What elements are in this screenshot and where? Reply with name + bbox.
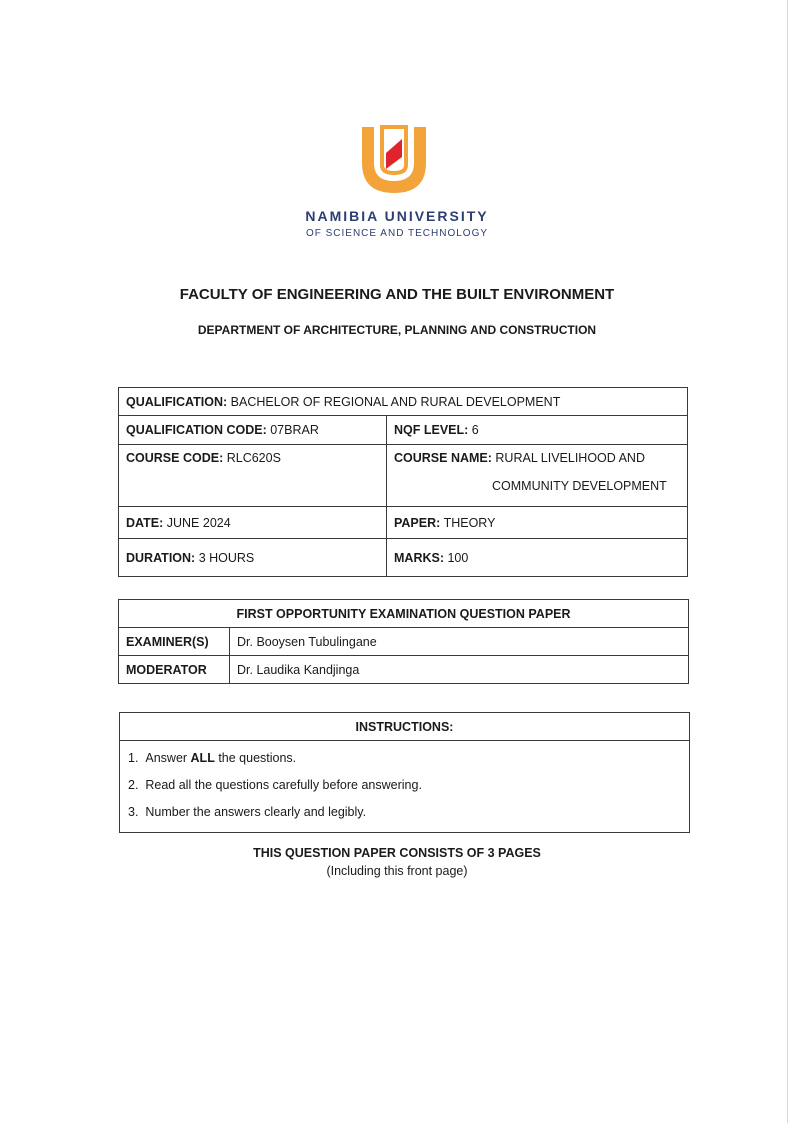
course-name-line2: COMMUNITY DEVELOPMENT xyxy=(492,479,667,493)
course-code-value: RLC620S xyxy=(226,451,281,465)
qualification-code-cell xyxy=(119,416,387,445)
nqf-level-cell xyxy=(387,416,688,445)
marks-label: MARKS: xyxy=(394,550,444,565)
examiner-table xyxy=(118,599,689,684)
university-name: NAMIBIA UNIVERSITY xyxy=(305,208,489,224)
qualification-code-value: 07BRAR xyxy=(270,423,319,437)
marks-value: 100 xyxy=(447,550,469,565)
table-row xyxy=(119,628,689,656)
table-row xyxy=(119,388,688,416)
faculty-heading: FACULTY OF ENGINEERING AND THE BUILT ENVIRONMENT xyxy=(179,286,615,303)
instructions-table xyxy=(119,712,690,833)
table-row xyxy=(119,445,688,507)
qualification-code-label: QUALIFICATION CODE: xyxy=(126,423,267,437)
date-value: JUNE 2024 xyxy=(166,515,231,530)
course-name-cell xyxy=(387,445,688,507)
moderator-label: MODERATOR xyxy=(119,656,230,684)
date-cell xyxy=(119,507,387,539)
marks-cell xyxy=(387,539,688,577)
date-label: DATE: xyxy=(126,515,164,530)
instructions-heading: INSTRUCTIONS: xyxy=(120,713,690,741)
qualification-label: QUALIFICATION: xyxy=(126,394,228,409)
examiner-value: Dr. Booysen Tubulingane xyxy=(230,628,689,656)
nqf-level-value: 6 xyxy=(471,423,479,437)
exam-paper-heading: FIRST OPPORTUNITY EXAMINATION QUESTION PAPER xyxy=(119,600,689,628)
department-heading: DEPARTMENT OF ARCHITECTURE, PLANNING AND CONSTRUCTION xyxy=(197,323,597,337)
list-item: 1. Answer ALL the questions. xyxy=(128,751,297,765)
course-name-line1: RURAL LIVELIHOOD AND xyxy=(495,451,645,465)
duration-value: 3 HOURS xyxy=(198,550,255,565)
instruction-1-prefix: Answer xyxy=(145,751,191,765)
table-row xyxy=(119,600,689,628)
instructions-list xyxy=(120,741,690,833)
table-row xyxy=(119,539,688,577)
qualification-cell xyxy=(119,388,688,416)
duration-cell xyxy=(119,539,387,577)
table-row xyxy=(120,713,690,741)
table-row xyxy=(119,507,688,539)
qualification-value: BACHELOR OF REGIONAL AND RURAL DEVELOPMENT xyxy=(230,394,561,409)
page-edge-line xyxy=(787,0,788,1123)
instruction-1-suffix: the questions. xyxy=(214,751,297,765)
including-front-page-note: (Including this front page) xyxy=(326,864,468,878)
page-count-note: THIS QUESTION PAPER CONSISTS OF 3 PAGES xyxy=(253,846,541,860)
paper-label: PAPER: xyxy=(394,515,441,530)
examiner-label: EXAMINER(S) xyxy=(119,628,230,656)
instruction-3: Number the answers clearly and legibly. xyxy=(145,805,367,819)
university-logo-icon xyxy=(360,123,428,195)
list-item: 2. Read all the questions carefully before answering. xyxy=(128,778,422,792)
nqf-level-label: NQF LEVEL: xyxy=(394,423,469,437)
table-row xyxy=(119,416,688,445)
table-row xyxy=(119,656,689,684)
course-code-cell xyxy=(119,445,387,507)
moderator-value: Dr. Laudika Kandjinga xyxy=(230,656,689,684)
instruction-2: Read all the questions carefully before answering. xyxy=(145,778,422,792)
table-row xyxy=(120,741,690,833)
university-subtitle: OF SCIENCE AND TECHNOLOGY xyxy=(305,228,489,239)
paper-cell xyxy=(387,507,688,539)
course-info-table xyxy=(118,387,688,577)
list-item: 3. Number the answers clearly and legibly. xyxy=(128,805,367,819)
course-name-label: COURSE NAME: xyxy=(394,451,492,465)
instruction-1-bold: ALL xyxy=(190,751,215,765)
course-code-label: COURSE CODE: xyxy=(126,451,224,465)
paper-value: THEORY xyxy=(443,515,496,530)
duration-label: DURATION: xyxy=(126,550,196,565)
